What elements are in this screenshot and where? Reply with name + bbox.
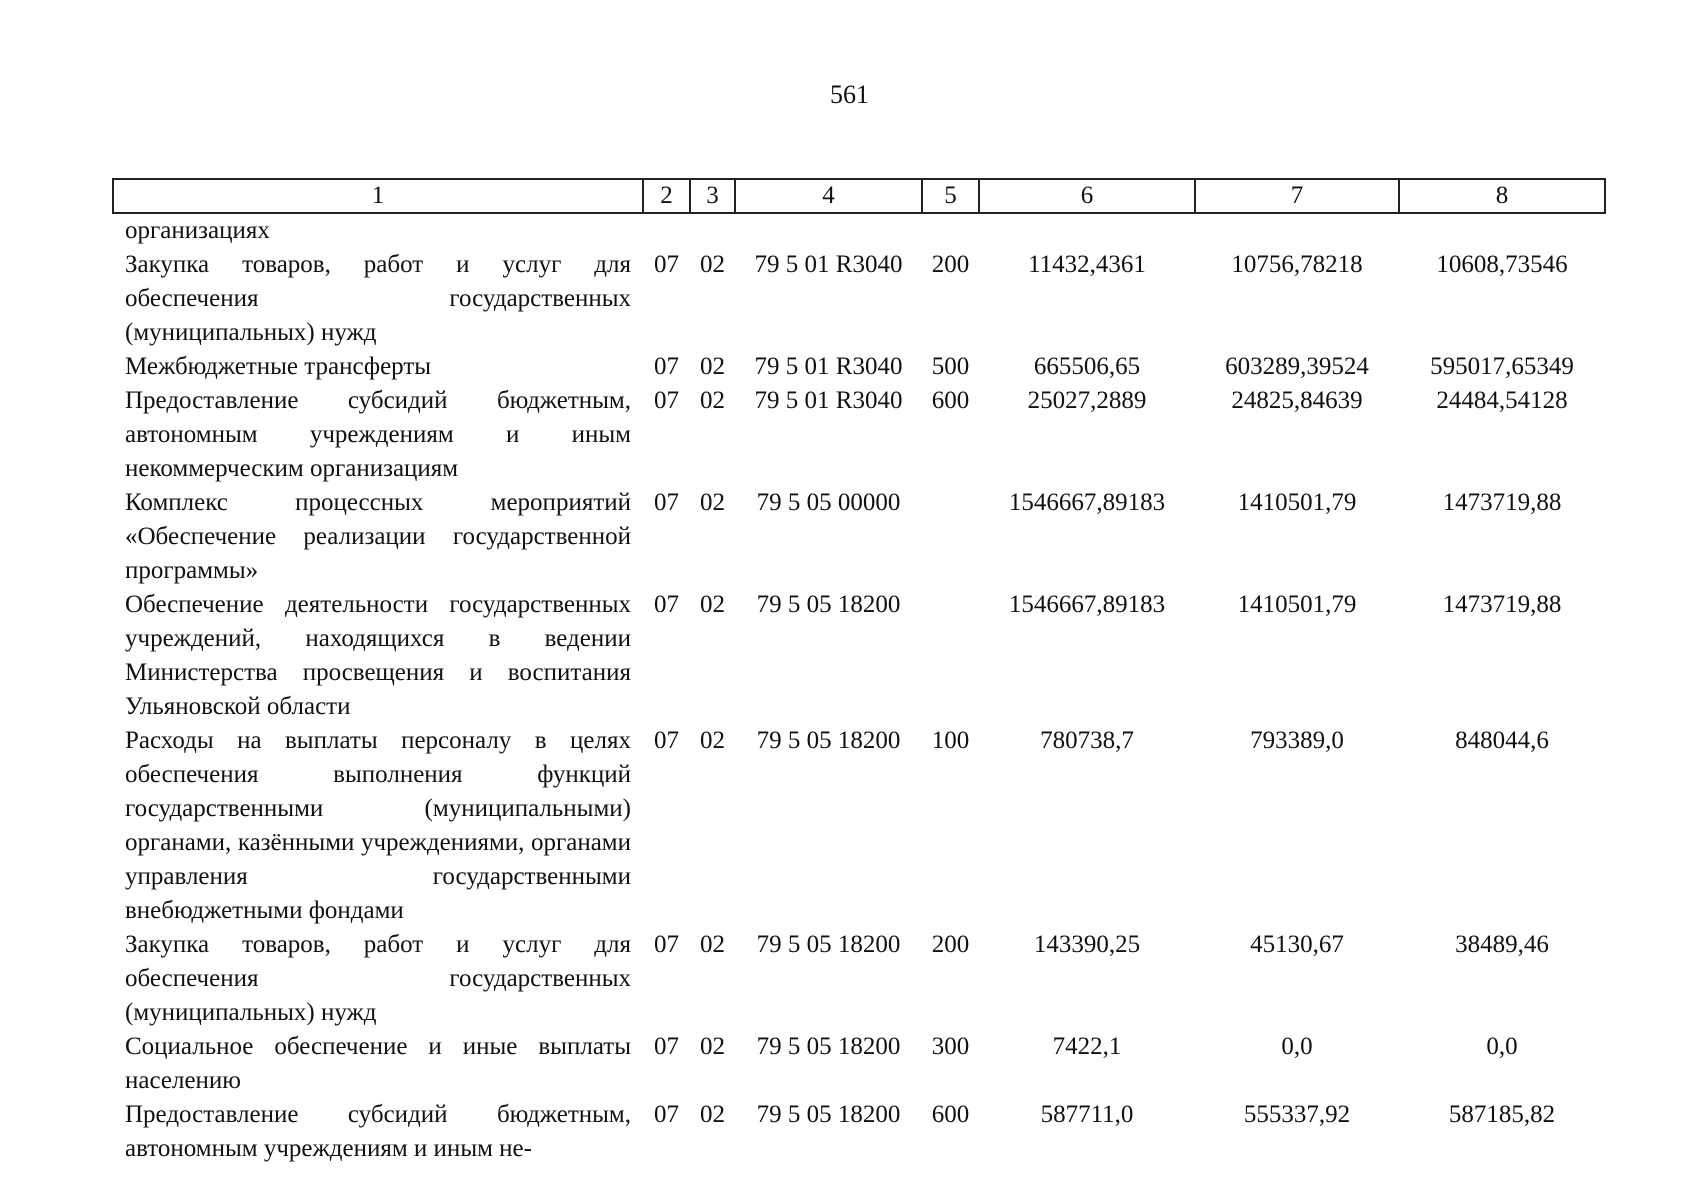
expense-type-code: 300 (931, 1033, 970, 1060)
row-name: Предоставление субсидий бюджетным, автономным учреждениям и иным некоммерческим организациям (125, 387, 631, 482)
target-article-code: 79 5 05 00000 (756, 489, 901, 516)
table-body (113, 213, 1605, 1166)
column-header: 3 (690, 179, 735, 213)
expense-type-code: 100 (931, 727, 970, 754)
target-article-code: 79 5 01 R3040 (754, 387, 903, 414)
amount-col-8: 10608,73546 (1436, 251, 1568, 278)
amount-col-8: 38489,46 (1455, 931, 1549, 958)
table-row (113, 486, 1605, 588)
section-code: 07 (654, 727, 679, 754)
budget-table (112, 178, 1606, 1166)
column-header: 2 (643, 179, 690, 213)
target-article-code (735, 213, 922, 248)
target-article-code: 79 5 01 R3040 (754, 353, 903, 380)
section-code: 07 (654, 931, 679, 958)
amount-col-6: 665506,65 (1033, 353, 1141, 380)
row-name: Социальное обеспечение и иные выплаты населению (125, 1033, 631, 1094)
expense-type-code: 600 (931, 387, 970, 414)
row-name: Комплекс процессных мероприятий «Обеспечение реализации государственной программы» (125, 489, 631, 584)
amount-col-7 (1195, 213, 1399, 248)
amount-col-7: 1410501,79 (1237, 489, 1357, 516)
section-code: 07 (654, 353, 679, 380)
target-article-code: 79 5 01 R3040 (754, 251, 903, 278)
expense-type-code: 200 (931, 251, 970, 278)
page-number: 561 (830, 80, 869, 109)
section-code: 07 (654, 251, 679, 278)
subsection-code: 02 (700, 489, 725, 516)
table-row (113, 1098, 1605, 1166)
target-article-code: 79 5 05 18200 (756, 727, 901, 754)
subsection-code: 02 (700, 591, 725, 618)
amount-col-7: 603289,39524 (1225, 353, 1369, 380)
subsection-code: 02 (700, 387, 725, 414)
amount-col-6: 1546667,89183 (1008, 489, 1166, 516)
row-name: Расходы на выплаты персоналу в целях обеспечения выполнения функций государственными (муниципальными) органами, казёнными учреждениями, органами управления государственными внебюджетными фондами (125, 727, 631, 924)
amount-col-7: 555337,92 (1243, 1101, 1351, 1128)
expense-type-code: 500 (931, 353, 970, 380)
expense-type-code: 600 (931, 1101, 970, 1128)
amount-col-6 (979, 213, 1195, 248)
table-header (113, 179, 1605, 213)
amount-col-8: 1473719,88 (1442, 489, 1562, 516)
amount-col-6: 11432,4361 (1028, 251, 1146, 278)
subsection-code: 02 (700, 251, 725, 278)
section-code: 07 (654, 1101, 679, 1128)
amount-col-8: 595017,65349 (1430, 353, 1574, 380)
amount-col-8: 1473719,88 (1442, 591, 1562, 618)
column-header: 7 (1195, 179, 1399, 213)
subsection-code: 02 (700, 727, 725, 754)
header-row (113, 179, 1605, 213)
target-article-code: 79 5 05 18200 (756, 931, 901, 958)
table-row (113, 384, 1605, 486)
amount-col-8 (1399, 213, 1605, 248)
row-name: Обеспечение деятельности государственных учреждений, находящихся в ведении Министерства просвещения и воспитания Ульяновской области (125, 591, 631, 720)
subsection-code: 02 (700, 353, 725, 380)
target-article-code: 79 5 05 18200 (756, 1033, 901, 1060)
table-row (113, 213, 1605, 248)
table-row (113, 1030, 1605, 1098)
expense-type-code (922, 486, 979, 588)
expense-type-code (922, 588, 979, 724)
subsection-code (690, 213, 735, 248)
row-name: Предоставление субсидий бюджетным, автономным учреждениям и иным не- (125, 1101, 631, 1162)
target-article-code: 79 5 05 18200 (756, 1101, 901, 1128)
expense-type-code: 200 (931, 931, 970, 958)
column-header: 5 (922, 179, 979, 213)
amount-col-7: 24825,84639 (1231, 387, 1363, 414)
column-header: 1 (113, 179, 643, 213)
amount-col-6: 780738,7 (1040, 727, 1134, 754)
row-name: Закупка товаров, работ и услуг для обеспечения государственных (муниципальных) нужд (125, 251, 631, 346)
section-code: 07 (654, 591, 679, 618)
amount-col-8: 848044,6 (1455, 727, 1549, 754)
amount-col-7: 1410501,79 (1237, 591, 1357, 618)
table-row (113, 724, 1605, 928)
amount-col-6: 143390,25 (1033, 931, 1141, 958)
row-name: организациях (125, 217, 270, 244)
amount-col-7: 45130,67 (1250, 931, 1344, 958)
section-code (643, 213, 690, 248)
row-name: Межбюджетные трансферты (125, 353, 432, 380)
amount-col-6: 25027,2889 (1027, 387, 1147, 414)
column-header: 8 (1399, 179, 1605, 213)
column-header: 4 (735, 179, 922, 213)
amount-col-8: 587185,82 (1448, 1101, 1556, 1128)
expense-type-code (922, 213, 979, 248)
amount-col-8: 0,0 (1486, 1033, 1518, 1060)
subsection-code: 02 (700, 1033, 725, 1060)
amount-col-8: 24484,54128 (1436, 387, 1568, 414)
table-row (113, 248, 1605, 350)
amount-col-7: 10756,78218 (1231, 251, 1363, 278)
amount-col-6: 7422,1 (1052, 1033, 1122, 1060)
row-name: Закупка товаров, работ и услуг для обеспечения государственных (муниципальных) нужд (125, 931, 631, 1026)
section-code: 07 (654, 387, 679, 414)
table-row (113, 928, 1605, 1030)
amount-col-7: 0,0 (1281, 1033, 1313, 1060)
amount-col-6: 587711,0 (1040, 1101, 1134, 1128)
amount-col-7: 793389,0 (1250, 727, 1344, 754)
section-code: 07 (654, 1033, 679, 1060)
table-row (113, 588, 1605, 724)
target-article-code: 79 5 05 18200 (756, 591, 901, 618)
subsection-code: 02 (700, 931, 725, 958)
subsection-code: 02 (700, 1101, 725, 1128)
amount-col-6: 1546667,89183 (1008, 591, 1166, 618)
table-row (113, 350, 1605, 384)
section-code: 07 (654, 489, 679, 516)
column-header: 6 (979, 179, 1195, 213)
